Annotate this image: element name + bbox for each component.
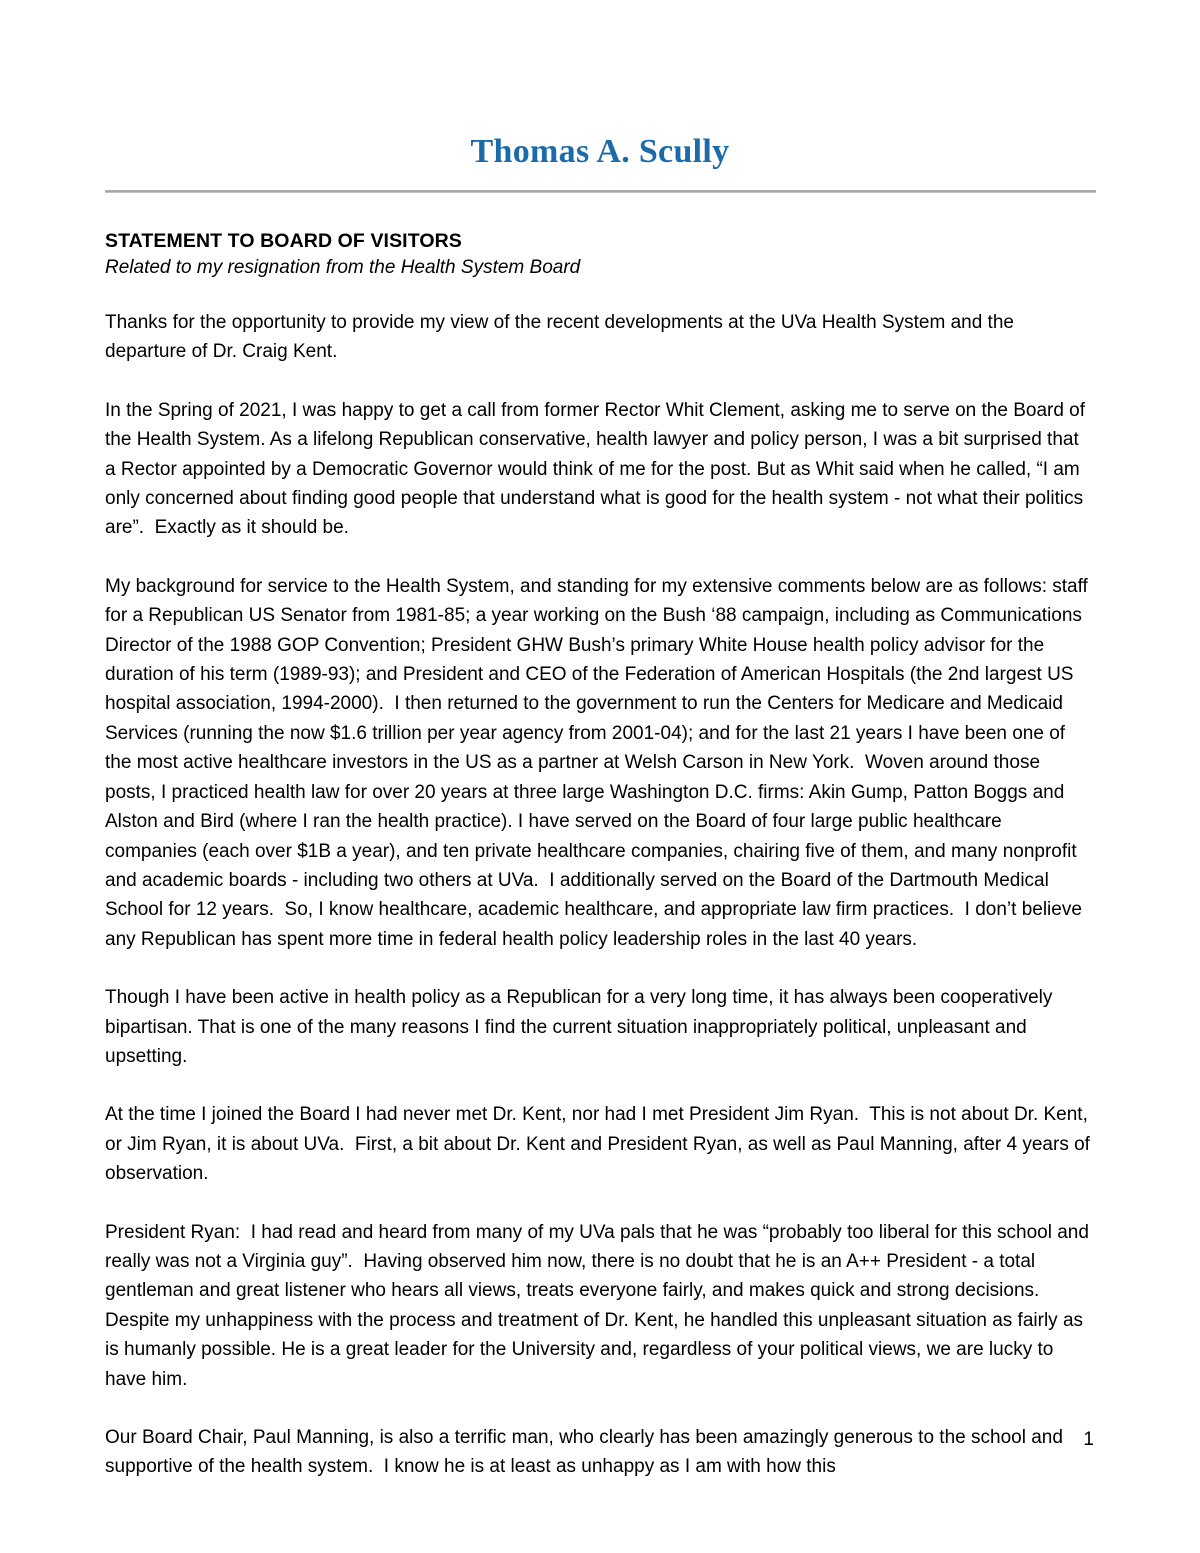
- spacer: [105, 281, 1093, 308]
- page-title: Thomas A. Scully: [470, 133, 730, 170]
- spacer: [105, 367, 1093, 396]
- spacer: [105, 1071, 1093, 1100]
- body-paragraph: At the time I joined the Board I had never met Dr. Kent, nor had I met President Jim Ryan. This is not about Dr. Kent, or Jim Ryan, it is about UVa. First, a bit about Dr. Kent and President Ryan, as well as Paul Manning, after 4 years of observation.: [105, 1104, 1096, 1185]
- body-paragraph: My background for service to the Health System, and standing for my extensive comments below are as follows: staff for a Republican US Senator from 1981-85; a year working on the Bush ‘88 campaign, including as Communications Director of the 1988 GOP Convention; President GHW Bush’s primary White House health policy advisor for the duration of his term (1989-93); and President and CEO of the Federation of American Hospitals (the 2nd largest US hospital association, 1994-2000). I then returned to the government to run the Centers for Medicare and Medicaid Services (running the now $1.6 trillion per year agency from 2001-04); and for the last 21 years I have been one of the most active healthcare investors in the US as a partner at Welsh Carson in New York. Woven around those posts, I practiced health law for over 20 years at three large Washington D.C. firms: Akin Gump, Patton Boggs and Alston and Bird (where I ran the health practice). I have served on the Board of four large public healthcare companies (each over $1B a year), and ten private healthcare companies, chairing five of them, and many nonprofit and academic boards - including two others at UVa. I additionally served on the Board of the Dartmouth Medical School for 12 years. So, I know healthcare, academic healthcare, and appropriate law firm practices. I don’t believe any Republican has spent more time in federal health policy leadership roles in the last 40 years.: [105, 575, 1094, 950]
- spacer: [105, 1189, 1093, 1218]
- spacer: [105, 1394, 1093, 1423]
- document-header: [0, 133, 1200, 170]
- body-paragraph: Our Board Chair, Paul Manning, is also a terrific man, who clearly has been amazingly generous to the school and supportive of the health system. I know he is at least as unhappy as I am with how this: [105, 1427, 1069, 1478]
- header-divider: [105, 190, 1096, 193]
- document-body: [105, 228, 1096, 1482]
- body-paragraph: Thanks for the opportunity to provide my view of the recent developments at the UVa Health System and the departure of Dr. Craig Kent.: [105, 312, 1020, 363]
- spacer: [105, 543, 1093, 572]
- body-paragraph: Though I have been active in health policy as a Republican for a very long time, it has always been cooperatively bipartisan. That is one of the many reasons I find the current situation inappropriately political, unpleasant and upsetting.: [105, 987, 1058, 1067]
- section-subheading: Related to my resignation from the Health System Board: [105, 257, 581, 278]
- page-number: 1: [1083, 1429, 1094, 1450]
- body-paragraph: In the Spring of 2021, I was happy to get a call from former Rector Whit Clement, asking me to serve on the Board of the Health System. As a lifelong Republican conservative, health lawyer and policy person, I was a bit surprised that a Rector appointed by a Democratic Governor would think of me for the post. But as Whit said when he called, “I am only concerned about finding good people that understand what is good for the health system - not what their politics are”. Exactly as it should be.: [105, 399, 1091, 539]
- section-heading: STATEMENT TO BOARD OF VISITORS: [105, 230, 462, 252]
- body-paragraph: President Ryan: I had read and heard from many of my UVa pals that he was “probably too liberal for this school and really was not a Virginia guy”. Having observed him now, there is no doubt that he is an A++ President - a total gentleman and great listener who hears all views, treats everyone fairly, and makes quick and strong decisions. Despite my unhappiness with the process and treatment of Dr. Kent, he handled this unpleasant situation as fairly as is humanly possible. He is a great leader for the University and, regardless of your political views, we are lucky to have him.: [105, 1221, 1095, 1390]
- spacer: [105, 954, 1093, 983]
